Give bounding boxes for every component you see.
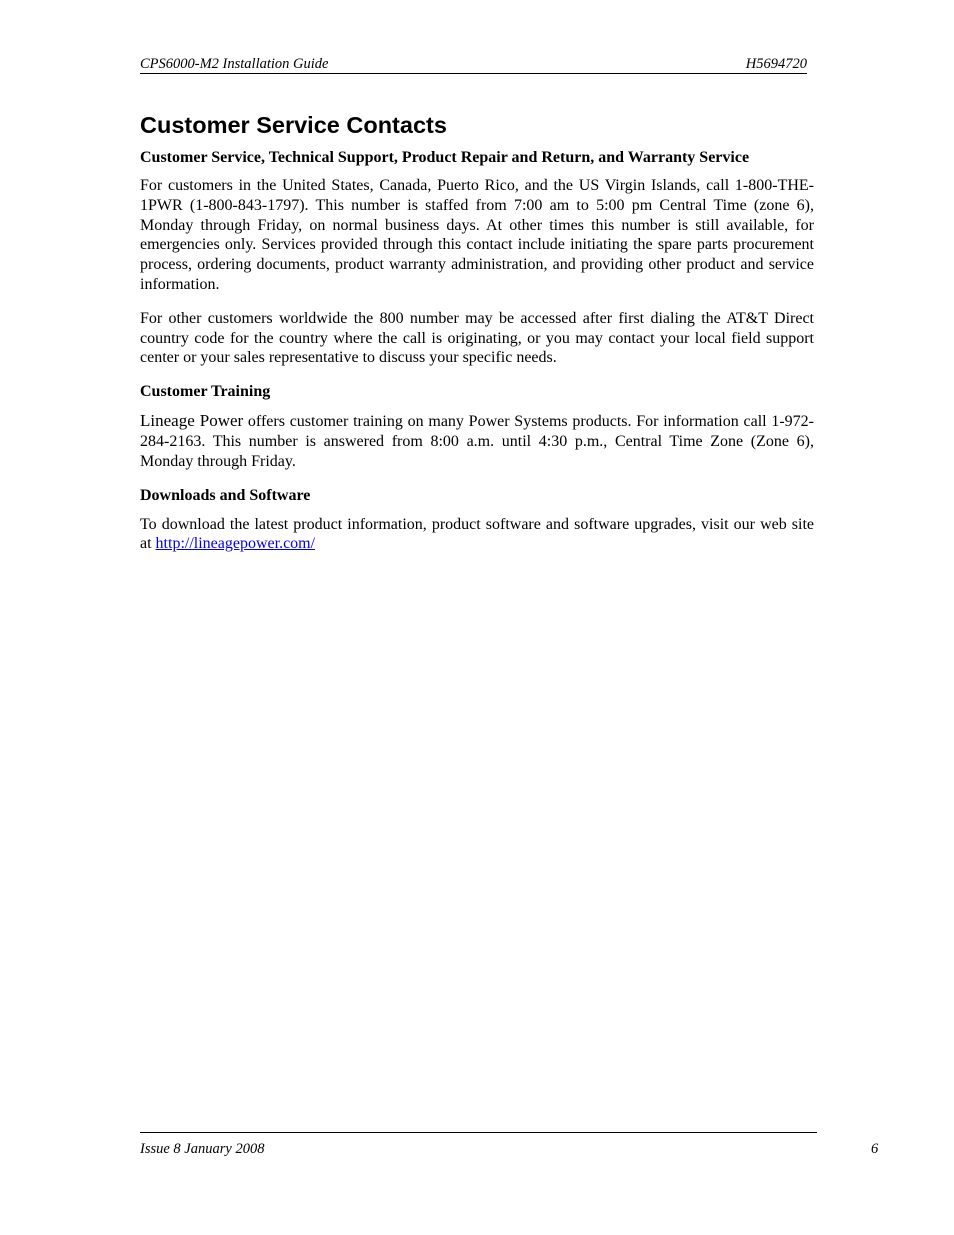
downloads-paragraph <box>140 515 814 555</box>
service-paragraph-us: For customers in the United States, Canada, Puerto Rico, and the US Virgin Islands, call 1-800-THE-1PWR (1-800-843-1797). This number is staffed from 7:00 am to 5:00 pm Central Time (zone 6), Monday through Friday, on normal business days. At other times this number is still available, for emergencies only. Services provided through this contact include initiating the spare parts procurement process, ordering documents, product warranty administration, and providing other product and service information. <box>140 177 814 293</box>
training-paragraph <box>140 411 814 471</box>
training-heading: Customer Training <box>140 383 271 401</box>
service-subheading: Customer Service, Technical Support, Product Repair and Return, and Warranty Service <box>140 149 750 166</box>
brand-name: Lineage Power <box>140 411 244 431</box>
service-paragraph-worldwide: For other customers worldwide the 800 number may be accessed after first dialing the AT&T Direct country code for the country where the call is originating, or you may contact your local field support center or your sales representative to discuss your specific needs. <box>140 309 814 367</box>
page-header <box>140 56 807 74</box>
header-document-title: CPS6000-M2 Installation Guide <box>140 56 329 72</box>
page-number: 6 <box>871 1141 879 1157</box>
page-footer <box>140 1132 879 1157</box>
footer-issue: Issue 8 January 2008 <box>140 1141 265 1157</box>
page-title: Customer Service Contacts <box>140 112 447 138</box>
page-content <box>140 110 814 568</box>
website-link[interactable]: http://lineagepower.com/ <box>155 535 316 553</box>
downloads-heading: Downloads and Software <box>140 486 311 504</box>
training-text: offers customer training on many Power Systems products. For information call 1-972-284-2163. This number is answered from 8:00 a.m. until 4:30 p.m., Central Time Zone (Zone 6), Monday through Friday. <box>140 413 815 470</box>
downloads-text: To download the latest product information, product software and software upgrades, visit our web site at <box>140 515 814 553</box>
header-document-number: H5694720 <box>745 56 807 72</box>
